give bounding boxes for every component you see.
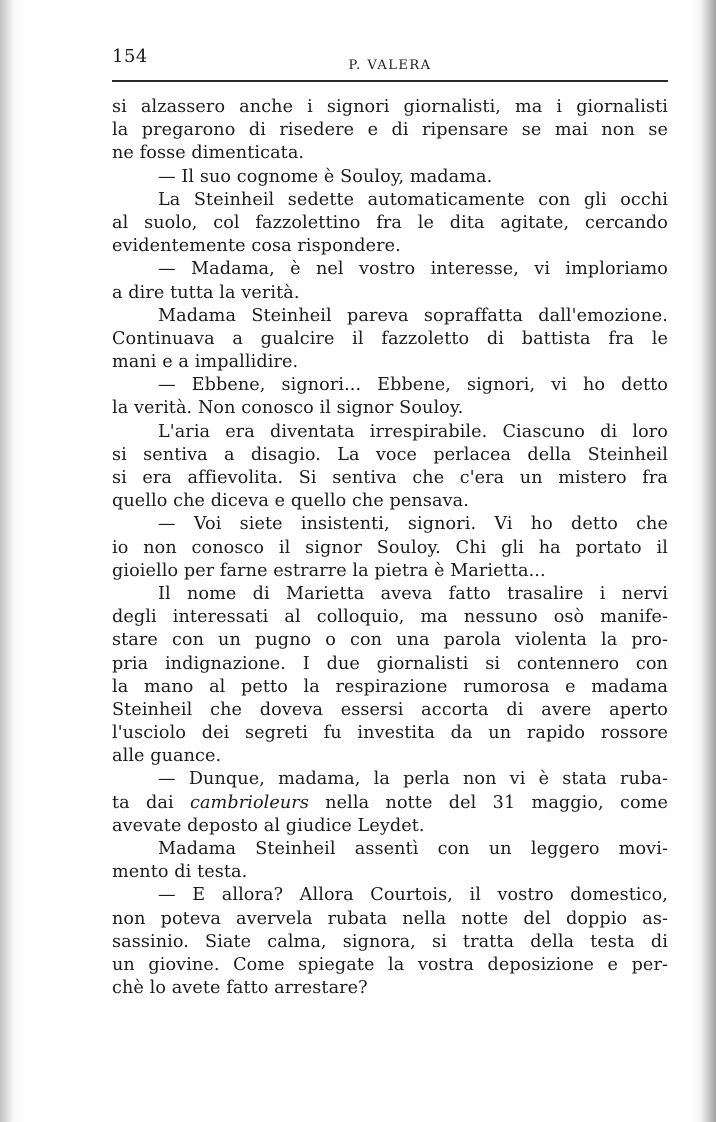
text-line: l'usciolo dei segreti fu investita da un rapido rossore (112, 723, 668, 744)
text-line: la mano al petto la respirazione rumorosa e madama (112, 676, 668, 697)
running-head: P. VALERA (348, 58, 432, 73)
text-line: pria indignazione. I due giornalisti si contennero con (112, 653, 668, 674)
text-line: — E allora? Allora Courtois, il vostro domestico, (158, 885, 668, 906)
text-line: mento di testa. (112, 862, 248, 883)
text-line: si era affievolita. Si sentiva che c'era un mistero fra (112, 468, 668, 488)
text-line: Madama Steinheil pareva sopraffatta dall'emozione. (158, 305, 668, 326)
text-line: la pregarono di risedere e di ripensare se mai non se (112, 120, 668, 141)
text-line-pre: ta dai (112, 792, 191, 813)
text-line: mani e a impallidire. (112, 352, 299, 373)
body-text (112, 96, 668, 1000)
header-rule (112, 80, 668, 82)
text-line: sassinio. Siate calma, signora, si tratta della testa di (112, 931, 668, 952)
text-line: quello che diceva e quello che pensava. (112, 491, 469, 512)
text-line: — Ebbene, signori... Ebbene, signori, vi ho detto (158, 375, 668, 396)
text-line: La Steinheil sedette automaticamente con gli occhi (158, 189, 668, 210)
text-line: ne fosse dimenticata. (112, 143, 305, 164)
text-line: chè lo avete fatto arrestare? (112, 978, 368, 999)
text-line: io non conosco il signor Souloy. Chi gli ha portato il (112, 537, 668, 558)
text-line: un giovine. Come spiegate la vostra deposizione e per- (112, 954, 668, 975)
text-line: Il nome di Marietta aveva fatto trasalire i nervi (158, 583, 668, 604)
text-line: si alzassero anche i signori giornalisti, ma i giornalisti (112, 97, 668, 117)
text-line: avevate deposto al giudice Leydet. (112, 815, 425, 836)
text-line: Madama Steinheil assentì con un leggero movi- (158, 839, 668, 859)
text-line: alle guance. (112, 746, 222, 767)
text-line: — Voi siete insistenti, signori. Vi ho detto che (158, 514, 668, 535)
text-line: L'aria era diventata irrespirabile. Ciascuno di loro (158, 421, 668, 442)
text-line: a dire tutta la verità. (112, 282, 300, 303)
text-line: si sentiva a disagio. La voce perlacea della Steinheil (112, 444, 668, 465)
text-line: la verità. Non conosco il signor Souloy. (112, 398, 464, 419)
text-line: — Madama, è nel vostro interesse, vi imploriamo (158, 259, 668, 280)
text-line: gioiello per farne estrarre la pietra è Marietta... (112, 560, 546, 581)
text-line: Steinheil che doveva essersi accorta di avere aperto (112, 699, 668, 720)
text-line: evidentemente cosa rispondere. (112, 236, 401, 257)
page-header (112, 44, 668, 84)
page-number: 154 (112, 46, 148, 67)
text-line: — Il suo cognome è Souloy, madama. (158, 166, 493, 187)
text-line: Continuava a gualcire il fazzoletto di battista fra le (112, 328, 668, 349)
text-line: al suolo, col fazzolettino fra le dita agitate, cercando (112, 212, 668, 233)
spine-shadow (0, 0, 14, 1122)
text-line-post: nella notte del 31 maggio, come (308, 792, 668, 813)
text-line: stare con un pugno o con una parola violenta la pro- (112, 630, 668, 651)
page-edge-shadow (700, 0, 716, 1122)
text-line: non poteva avervela rubata nella notte del doppio as- (112, 908, 668, 929)
text-line: — Dunque, madama, la perla non vi è stata ruba- (158, 769, 668, 790)
text-line: degli interessati al colloquio, ma nessuno osò manife- (112, 607, 668, 628)
text-line-italic-term (112, 792, 668, 815)
italic-term: cambrioleurs (190, 792, 309, 813)
